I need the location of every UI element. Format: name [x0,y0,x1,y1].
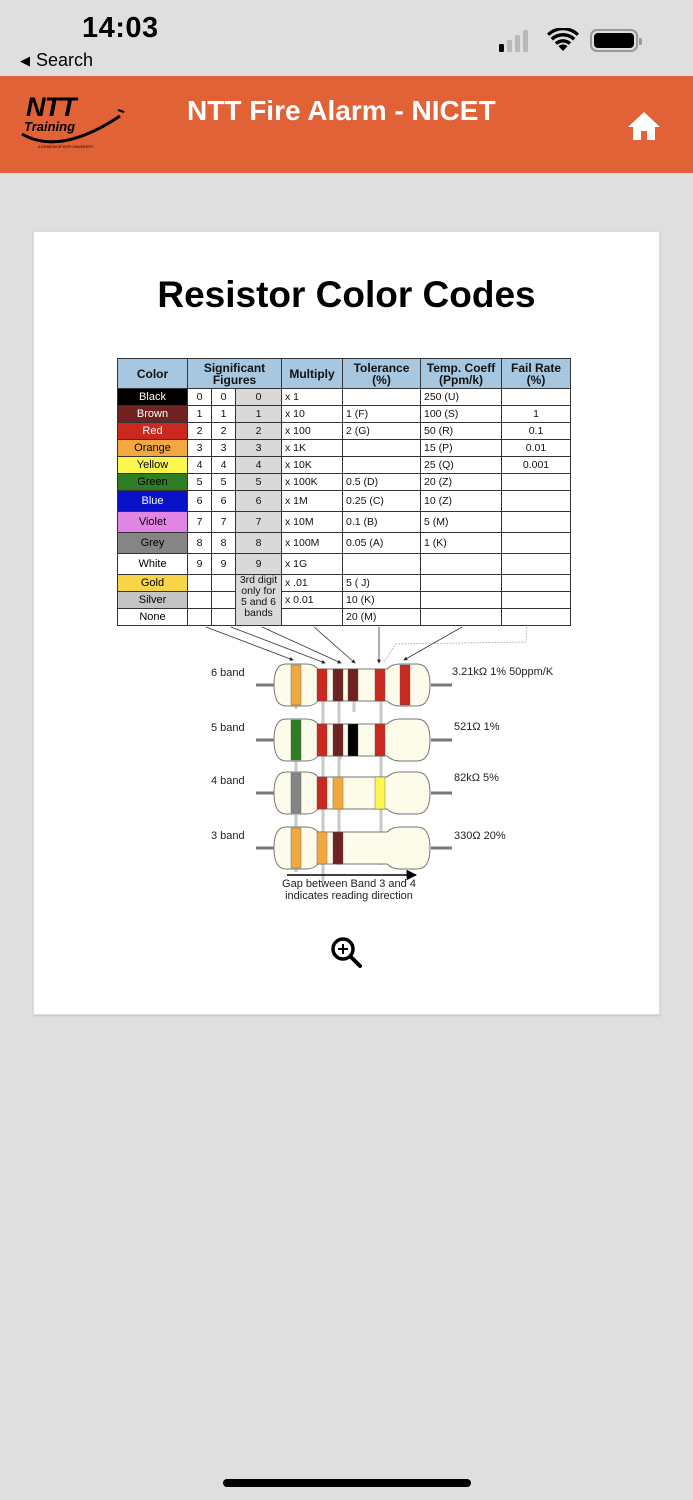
header-significant-figures: Significant Figures [188,359,282,389]
resistor-diagram-graphic [34,622,661,912]
temp-coeff-cell [421,575,502,592]
band-label-3: 3 band [211,830,245,842]
multiplier-cell: x 10K [282,457,343,474]
signal-icon [499,30,528,52]
digit1-cell: 7 [188,512,212,533]
multiplier-cell: x 0.01 [282,592,343,609]
back-to-search-button[interactable] [20,50,93,71]
digit3-cell: 3 [236,440,282,457]
digit3-cell: 6 [236,491,282,512]
temp-coeff-cell: 1 (K) [421,533,502,554]
digit1-cell: 8 [188,533,212,554]
digit1-cell: 5 [188,474,212,491]
tolerance-cell [343,389,421,406]
back-label: Search [36,50,94,70]
home-icon[interactable] [626,110,662,142]
resistor-value-4: 82kΩ 5% [454,772,499,784]
multiplier-cell: x 10M [282,512,343,533]
digit3-cell: 5 [236,474,282,491]
tolerance-cell [343,457,421,474]
color-name-cell: Blue [118,491,188,512]
fail-rate-cell [502,533,571,554]
status-time: 14:03 [82,12,159,44]
back-triangle-icon: ◀ [20,52,30,68]
tolerance-cell: 1 (F) [343,406,421,423]
digit3-cell: 8 [236,533,282,554]
fail-rate-cell [502,592,571,609]
fail-rate-cell [502,512,571,533]
multiplier-cell: x 1 [282,389,343,406]
digit1-cell [188,575,212,592]
digit2-cell: 2 [212,423,236,440]
header-fail-rate: Fail Rate (%) [502,359,571,389]
table-row [118,389,571,406]
digit3-cell: 1 [236,406,282,423]
tolerance-cell [343,440,421,457]
fail-rate-cell: 0.1 [502,423,571,440]
tolerance-cell: 0.1 (B) [343,512,421,533]
fail-rate-cell [502,474,571,491]
temp-coeff-cell [421,592,502,609]
multiplier-cell: x 100K [282,474,343,491]
app-header [0,76,693,173]
digit2-cell: 4 [212,457,236,474]
digit2-cell: 7 [212,512,236,533]
tolerance-cell: 0.05 (A) [343,533,421,554]
digit3-cell: 9 [236,554,282,575]
color-name-cell: Violet [118,512,188,533]
header-multiply: Multiply [282,359,343,389]
digit2-cell: 3 [212,440,236,457]
resistor-diagram [34,622,661,912]
content-card [33,231,660,1015]
digit2-cell: 9 [212,554,236,575]
tolerance-cell: 5 ( J) [343,575,421,592]
resistor-value-3: 330Ω 20% [454,830,506,842]
fail-rate-cell: 0.001 [502,457,571,474]
digit2-cell [212,592,236,609]
band-label-6: 6 band [211,667,245,679]
status-bar [0,0,693,76]
tolerance-cell: 10 (K) [343,592,421,609]
wifi-icon [547,28,579,52]
digit1-cell: 6 [188,491,212,512]
temp-coeff-cell: 100 (S) [421,406,502,423]
tolerance-cell: 0.25 (C) [343,491,421,512]
digit1-cell: 4 [188,457,212,474]
digit3-cell: 7 [236,512,282,533]
color-name-cell: Black [118,389,188,406]
digit1-cell: 9 [188,554,212,575]
tolerance-cell: 20 (M) [343,609,421,626]
color-name-cell: Green [118,474,188,491]
header-color: Color [118,359,188,389]
color-name-cell: Grey [118,533,188,554]
digit2-cell: 1 [212,406,236,423]
band-label-5: 5 band [211,722,245,734]
digit1-cell: 2 [188,423,212,440]
digit2-cell: 0 [212,389,236,406]
card-title: Resistor Color Codes [157,274,536,315]
temp-coeff-cell: 5 (M) [421,512,502,533]
battery-icon [590,29,638,52]
tolerance-cell: 2 (G) [343,423,421,440]
multiplier-cell: x 1G [282,554,343,575]
fail-rate-cell [502,554,571,575]
header-tolerance: Tolerance (%) [343,359,421,389]
table-row [118,592,571,609]
digit1-cell: 3 [188,440,212,457]
resistor-value-6: 3.21kΩ 1% 50ppm/K [452,666,554,678]
color-name-cell: White [118,554,188,575]
color-name-cell: Silver [118,592,188,609]
digit2-cell: 8 [212,533,236,554]
fail-rate-cell [502,491,571,512]
ntt-training-logo [20,90,126,154]
digit3-cell: 2 [236,423,282,440]
svg-text:Training: Training [24,119,76,134]
temp-coeff-cell: 50 (R) [421,423,502,440]
table-row [118,491,571,512]
home-indicator[interactable] [223,1479,471,1487]
table-row [118,406,571,423]
svg-text:NTT: NTT [26,92,76,122]
color-name-cell: Yellow [118,457,188,474]
color-name-cell: None [118,609,188,626]
temp-coeff-cell [421,554,502,575]
fail-rate-cell [502,389,571,406]
digit1-cell: 1 [188,406,212,423]
table-row [118,575,571,592]
band-label-4: 4 band [211,775,245,787]
color-name-cell: Orange [118,440,188,457]
digit1-cell [188,592,212,609]
temp-coeff-cell: 250 (U) [421,389,502,406]
multiplier-cell: x 1K [282,440,343,457]
resistor-value-5: 521Ω 1% [454,721,500,733]
digit2-cell: 5 [212,474,236,491]
fail-rate-cell [502,575,571,592]
multiplier-cell: x 100 [282,423,343,440]
reading-direction-caption: Gap between Band 3 and 4 indicates reading direction [282,878,416,902]
table-row [118,423,571,440]
tolerance-cell [343,554,421,575]
color-name-cell: Brown [118,406,188,423]
multiplier-cell: x 1M [282,491,343,512]
fail-rate-cell: 1 [502,406,571,423]
digit3-cell: 4 [236,457,282,474]
table-row [118,512,571,533]
table-row [118,474,571,491]
multiplier-cell: x 100M [282,533,343,554]
temp-coeff-cell: 25 (Q) [421,457,502,474]
table-row [118,457,571,474]
header-temp-coeff: Temp. Coeff (Ppm/k) [421,359,502,389]
table-row [118,440,571,457]
digit3-cell: 0 [236,389,282,406]
temp-coeff-cell: 10 (Z) [421,491,502,512]
color-name-cell: Gold [118,575,188,592]
color-name-cell: Red [118,423,188,440]
temp-coeff-cell: 15 (P) [421,440,502,457]
digit2-cell [212,575,236,592]
svg-text:A DIVISION OF ECPI UNIVERSITY: A DIVISION OF ECPI UNIVERSITY [38,145,94,149]
resistor-color-code-table [117,358,571,626]
digit2-cell: 6 [212,491,236,512]
table-row [118,533,571,554]
digit1-cell: 0 [188,389,212,406]
zoom-in-icon[interactable] [328,934,368,974]
temp-coeff-cell: 20 (Z) [421,474,502,491]
multiplier-cell: x 10 [282,406,343,423]
tolerance-cell: 0.5 (D) [343,474,421,491]
multiplier-cell: x .01 [282,575,343,592]
fail-rate-cell: 0.01 [502,440,571,457]
header-title: NTT Fire Alarm - NICET [187,95,496,126]
third-digit-note: 3rd digit only for 5 and 6 bands [236,575,282,626]
table-row [118,554,571,575]
